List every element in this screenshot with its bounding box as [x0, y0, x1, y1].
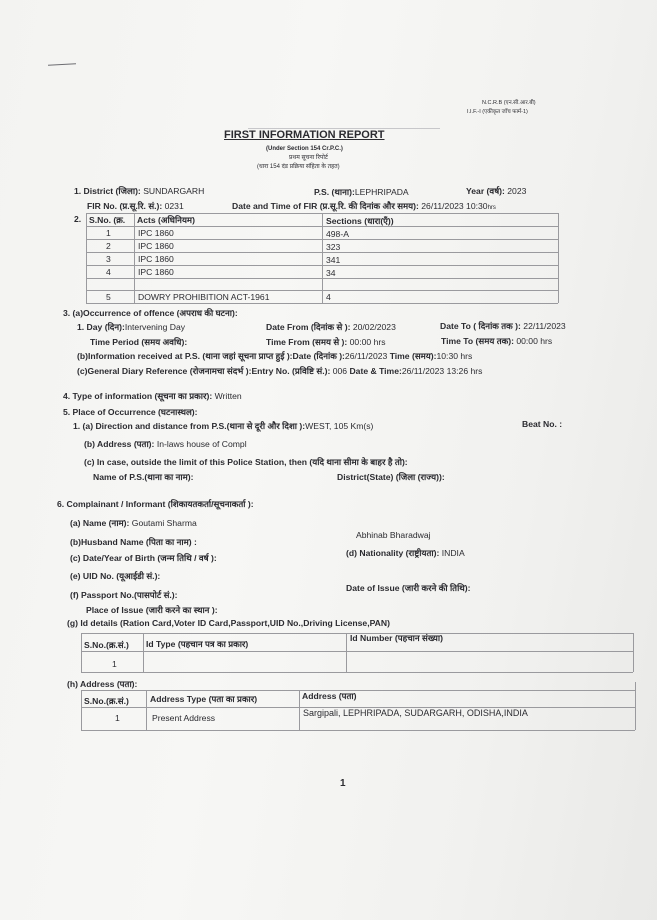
ps-name-label: Name of P.S.(थाना का नाम): — [93, 472, 194, 482]
nationality-field: (d) Nationality (राष्ट्रीयता): INDIA — [346, 548, 465, 558]
subtitle-hindi-section: (धारा 154 दंड प्रक्रिया संहिता के तहत) — [257, 164, 340, 170]
district-state-label: District(State) (जिला (राज्य)): — [337, 472, 445, 482]
direction-value: WEST, 105 Km(s) — [305, 421, 374, 431]
col-header-acts: Acts (अधिनियम) — [137, 215, 195, 225]
passport-label: (f) Passport No.(पासपोर्ट सं.): — [70, 590, 178, 600]
pen-mark — [48, 63, 76, 65]
place-heading: 5. Place of Occurrence (घटनास्थल): — [63, 407, 198, 417]
gd-entry-value: 006 — [332, 366, 348, 376]
day-value: Intervening Day — [124, 322, 186, 332]
complainant-name-field: (a) Name (नाम): Goutami Sharma — [70, 518, 197, 528]
id-details-heading: (g) Id details (Ration Card,Voter ID Card,Passport,UID No.,Driving License,PAN) — [67, 618, 390, 628]
col-header-sno: S.No. (क्र. — [89, 215, 126, 225]
info-type-field: 4. Type of information (सूचना का प्रकार): Written — [63, 391, 242, 401]
subtitle-section: (Under Section 154 Cr.P.C.) — [266, 146, 343, 152]
id-col-type: Id Type (पहचान पत्र का प्रकार) — [146, 639, 249, 649]
day-field: 1. Day (दिन):Intervening Day — [77, 322, 186, 332]
uid-label: (e) UID No. (यूआईडी सं.): — [70, 571, 161, 581]
acts-section-number: 2. — [74, 214, 82, 224]
district-value: SUNDARGARH — [143, 186, 205, 196]
fir-date-value: 26/11/2023 — [421, 201, 464, 211]
id-col-sno: S.No.(क्र.सं.) — [84, 640, 129, 650]
place-of-issue-label: Place of Issue (जारी करने का स्थान ): — [86, 605, 218, 615]
direction-field: 1. (a) Direction and distance from P.S.(थाना से दूरी और दिशा ):WEST, 105 Km(s) — [73, 421, 374, 431]
outside-limit-label: (c) In case, outside the limit of this Police Station, then (यदि थाना सीमा के बाहर है तो): — [84, 457, 408, 467]
addr-col-type: Address Type (पता का प्रकार) — [150, 694, 258, 704]
address-heading: (h) Address (पता): — [67, 679, 138, 689]
fir-datetime-field: Date and Time of FIR (प्र.सू.रि. की दिनांक और समय): 26/11/2023 10:30hrs — [232, 201, 496, 211]
info-received-field: (b)Information received at P.S. (थाना जहां सूचना प्राप्त हुई ):Date (दिनांक ):26/11/2023 Time (समय):10:30 hrs — [77, 351, 473, 361]
general-diary-field: (c)General Diary Reference (रोजनामचा संदर्भ ):Entry No. (प्रविष्टि सं.): 006 Date & Time:26/11/2023 13:26 hrs — [77, 366, 483, 376]
ps-value: LEPHRIPADA — [354, 187, 409, 197]
info-date-value: 26/11/2023 — [344, 351, 388, 361]
addr-col-sno: S.No.(क्र.सं.) — [84, 696, 129, 706]
time-from-field: Time From (समय से ): 00:00 hrs — [266, 337, 386, 347]
date-to-value: 22/11/2023 — [523, 321, 566, 331]
gd-date-value: 26/11/2023 — [401, 366, 445, 376]
nationality-value: INDIA — [441, 548, 465, 558]
occurrence-address-value: In-laws house of Compl — [156, 439, 247, 449]
info-time-value: 10:30 — [436, 351, 459, 361]
occurrence-heading: 3. (a)Occurrence of offence (अपराध की घटना): — [63, 308, 238, 318]
date-from-field: Date From (दिनांक से ): 20/02/2023 — [266, 322, 396, 332]
id-col-number: Id Number (पहचान संख्या) — [350, 633, 443, 643]
date-from-value: 20/02/2023 — [352, 322, 396, 332]
beat-no-label: Beat No. : — [522, 419, 563, 429]
ps-field: P.S. (थाना):LEPHRIPADA — [314, 187, 409, 197]
district-field: 1. District (जिला): SUNDARGARH — [74, 186, 205, 196]
iif-code: I.I.F.-I (एकीकृत जाँच फार्म-1) — [467, 109, 528, 115]
fir-no-value: 0231 — [164, 201, 184, 211]
dob-label: (c) Date/Year of Birth (जन्म तिथि / वर्ष ): — [70, 553, 217, 563]
fir-no-field: FIR No. (प्र.सू.रि. सं.): 0231 — [87, 201, 184, 211]
addr-col-address: Address (पता) — [302, 691, 357, 701]
col-header-sections: Sections (धारा(एँ)) — [326, 216, 394, 226]
info-type-value: Written — [214, 391, 242, 401]
husband-name-value: Abhinab Bharadwaj — [356, 530, 431, 540]
page-title: FIRST INFORMATION REPORT — [224, 129, 385, 141]
time-to-value: 00:00 — [516, 336, 538, 346]
fir-document-page: N.C.R.B (एन.सी.आर.बी) I.I.F.-I (एकीकृत जाँच फार्म-1) FIRST INFORMATION REPORT (Under Section 154 Cr.P.C.) प्रथम सूचना रिपोर्ट (धारा 154 दंड प्रक्रिया संहिता के तहत) 1. District (जिला): SUNDARGARH P.S. (थाना):LEPHRIPADA Year (वर्ष): 2023 FIR No. (प्र.सू.रि. सं.): 0231 Date and Time of FIR (प्र.सू.रि. की दिनांक और समय): 26/11/2023 10:30hrs 2. S.No. (क्र. Acts (अधिनियम) Sections (धारा(एँ)) 1 IPC 1860 498-A 2 IPC 1860 323 3 IPC 1860 341 4 IPC 1860 34 5 DOWRY PROHIBITION ACT-1961 4 3. (a)Occurrence of offence (अपराध की घटना): 1. Day (दिन):Intervening Day Date From (दिनांक से ): 20/02/2023 Date To ( दिनांक तक ): 22/11/2023 Time Period (समय अवधि): Time From (समय से ): 00:00 hrs Time To (समय तक): 00:00 hrs (b)Information received at P.S. (थाना जहां सूचना प्राप्त हुई ):Date (दिनांक ):26/11/2023 Time (समय):10:30 hrs (c)General Diary Reference (रोजनामचा संदर्भ ):Entry No. (प्रविष्टि सं.): 006 Date & Time:26/11/2023 13:26 hrs 4. Type of information (सूचना का प्रकार): Written 5. Place of Occurrence (घटनास्थल): 1. (a) Direction and distance from P.S.(थाना से दूरी और दिशा ):WEST, 105 Km(s) Beat No. : (b) Address (पता): In-laws house of Compl (c) In case, outside the limit of this Police Station, then (यदि थाना सीमा के बाहर है तो): Name of P.S.(थाना का नाम): District(State) (जिला (राज्य)): 6. Complainant / Informant (शिकायतकर्ता/सूचनाकर्ता ): (a) Name (नाम): Goutami Sharma (b)Husband Name (पिता का नाम) : Abhinab Bharadwaj (c) Date/Year of Birth (जन्म तिथि / वर्ष ): (d) Nationality (राष्ट्रीयता): INDIA (e) UID No. (यूआईडी सं.): (f) Passport No.(पासपोर्ट सं.): Date of Issue (जारी करने की तिथि): Place of Issue (जारी करने का स्थान ): (g) Id details (Ration Card,Voter ID Card,Passport,UID No.,Driving License,PAN) S.No.(क्र.सं.) Id Type (पहचान पत्र का प्रकार) Id Number (पहचान संख्या) 1 (h) Address (पता): S.No.(क्र.सं.) Address Type (पता का प्रकार) Address (पता) 1 Present Address Sargipali, LEPHRIPADA, SUDARGARH, ODISHA,INDIA 1 — [0, 0, 657, 920]
time-from-value: 00:00 — [349, 337, 372, 347]
time-to-field: Time To (समय तक): 00:00 hrs — [441, 336, 553, 346]
complainant-name-value: Goutami Sharma — [131, 518, 197, 528]
date-to-field: Date To ( दिनांक तक ): 22/11/2023 — [440, 321, 566, 331]
occurrence-address-field: (b) Address (पता): In-laws house of Compl — [84, 439, 247, 449]
husband-name-label: (b)Husband Name (पिता का नाम) : — [70, 537, 197, 547]
ncrb-code: N.C.R.B (एन.सी.आर.बी) — [482, 100, 536, 106]
page-number: 1 — [340, 778, 346, 789]
year-field: Year (वर्ष): 2023 — [466, 186, 527, 196]
table-row: 1 — [112, 659, 117, 669]
time-period-label: Time Period (समय अवधि): — [90, 337, 188, 347]
date-of-issue-label: Date of Issue (जारी करने की तिथि): — [346, 583, 471, 593]
subtitle-hindi: प्रथम सूचना रिपोर्ट — [289, 155, 328, 161]
year-value: 2023 — [507, 186, 527, 196]
complainant-heading: 6. Complainant / Informant (शिकायतकर्ता/सूचनाकर्ता ): — [57, 499, 254, 509]
